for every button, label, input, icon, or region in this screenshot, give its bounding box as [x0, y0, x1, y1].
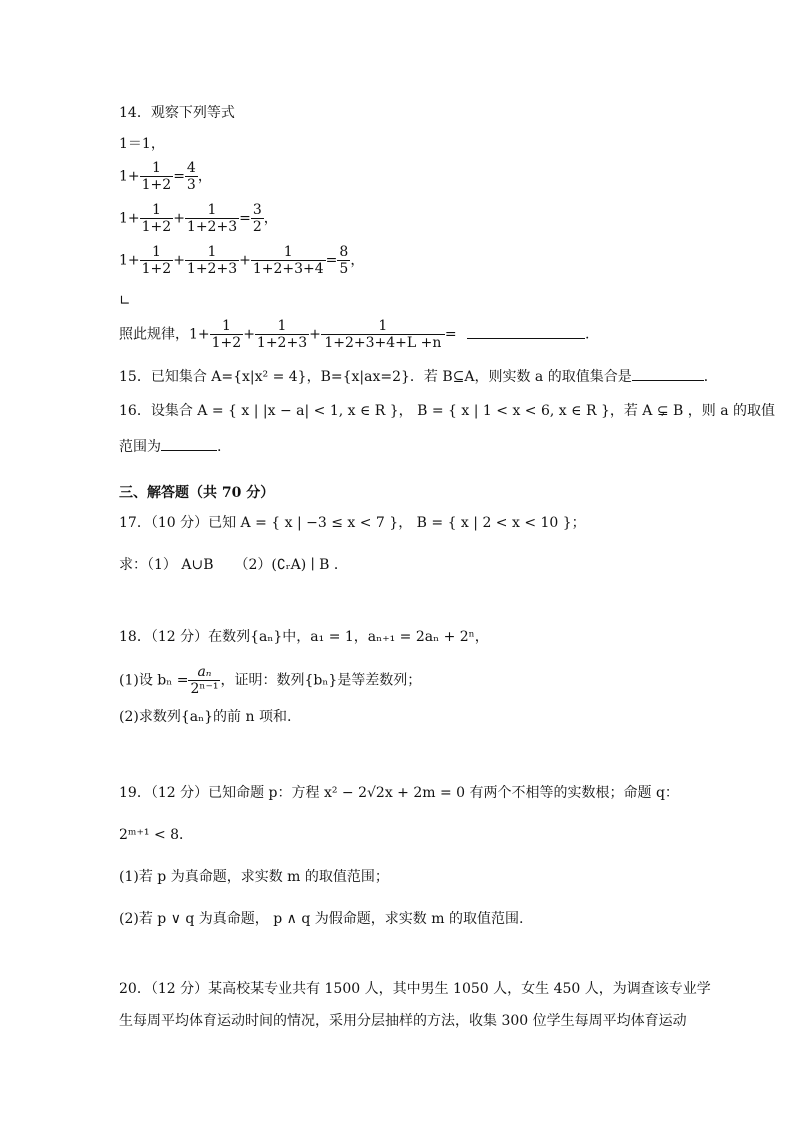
q18-line-3: (2)求数列{aₙ}的前 n 项和. [119, 709, 292, 725]
q20-line-1: 20．（12 分）某高校某专业共有 1500 人，其中男生 1050 人，女生 450 人，为调查该专业学 [119, 981, 711, 997]
fraction: $\frac{1}{1+2+3+4+L +n}$ [321, 318, 445, 351]
q14-line-4: 1+ $\frac{1}{1+2}$ + $\frac{1}{1+2+3}$ + $\frac{1}{1+2+3+4}$ = $\frac{8}{5}$ ， [119, 244, 365, 277]
fraction: $\frac{1}{1+2+3+4}$ [252, 244, 324, 277]
q15-line: 15．已知集合 A={x|x² = 4}，B={x|ax=2}．若 B⊆A，则实数 a 的取值集合是 ． [119, 369, 718, 385]
q14-term: 1+ [119, 168, 140, 185]
q14-rule-line: 照此规律，1+ $\frac{1}{1+2}$ + $\frac{1}{1+2+3}$ + $\frac{1}{1+2+3+4+L +n}$ = . [119, 318, 590, 351]
q18-line-2: (1)设 bₙ = $\frac{\text{aₙ}}{\text{2ⁿ⁻¹}}$ ，证明：数列{bₙ}是等差数列； [119, 664, 422, 697]
q19-line-1: 19．（12 分）已知命题 p：方程 x² − 2√2x + 2m = 0 有两个不相等的实数根；命题 q： [119, 785, 679, 801]
q16-line-2: 范围为 . [119, 439, 222, 455]
fraction: $\frac{1}{1+2+3}$ [256, 318, 308, 351]
q16-line-1: 16．设集合 A = { x | |x − a| < 1, x ∈ R }， B = { x | 1 < x < 6, x ∈ R }，若 A ⊊ B ，则 a 的取值 [119, 403, 776, 419]
q14-title: 14．观察下列等式 [119, 105, 235, 121]
q17-line-2: 求：（1） A∪B （2）(∁ᵣA) ∣ B ． [119, 557, 348, 573]
fraction: $\frac{4}{3}$ [186, 160, 196, 193]
q19-line-4: (2)若 p ∨ q 为真命题， p ∧ q 为假命题，求实数 m 的取值范围. [119, 911, 524, 927]
answer-blank[interactable] [467, 338, 585, 339]
fraction: $\frac{1}{1+2}$ [141, 202, 172, 235]
fraction: $\frac{1}{1+2}$ [141, 160, 172, 193]
fraction: $\frac{1}{1+2+3}$ [186, 244, 238, 277]
q19-line-2: 2ᵐ⁺¹ < 8． [119, 827, 194, 843]
fraction: $\frac{1}{1+2+3}$ [186, 202, 238, 235]
fraction: $\frac{8}{5}$ [339, 244, 349, 277]
fraction: $\frac{3}{2}$ [252, 202, 262, 235]
fraction: $\frac{1}{1+2}$ [211, 318, 242, 351]
q14-line-2: 1+ $\frac{1}{1+2}$ = $\frac{4}{3}$ ， [119, 160, 212, 193]
q17-line-1: 17．（10 分）已知 A = { x | −3 ≤ x < 7 }， B = { x | 2 < x < 10 }； [119, 515, 586, 531]
q14-ellipsis: ∟ [119, 293, 131, 309]
answer-blank[interactable] [632, 380, 704, 381]
q20-line-2: 生每周平均体育运动时间的情况，采用分层抽样的方法，收集 300 位学生每周平均体育运动 [119, 1013, 687, 1029]
fraction: $\frac{1}{1+2}$ [141, 244, 172, 277]
q18-line-1: 18．（12 分）在数列{aₙ}中，a₁ = 1，aₙ₊₁ = 2aₙ + 2ⁿ， [119, 629, 489, 645]
q14-line-3: 1+ $\frac{1}{1+2}$ + $\frac{1}{1+2+3}$ = $\frac{3}{2}$ ， [119, 202, 278, 235]
section-heading: 三、解答题（共 70 分） [119, 485, 275, 501]
fraction: $\frac{\text{aₙ}}{\text{2ⁿ⁻¹}}$ [190, 664, 219, 697]
q14-line-1: 1＝1， [119, 136, 165, 152]
q19-line-3: (1)若 p 为真命题，求实数 m 的取值范围； [119, 869, 389, 885]
answer-blank[interactable] [161, 450, 217, 451]
